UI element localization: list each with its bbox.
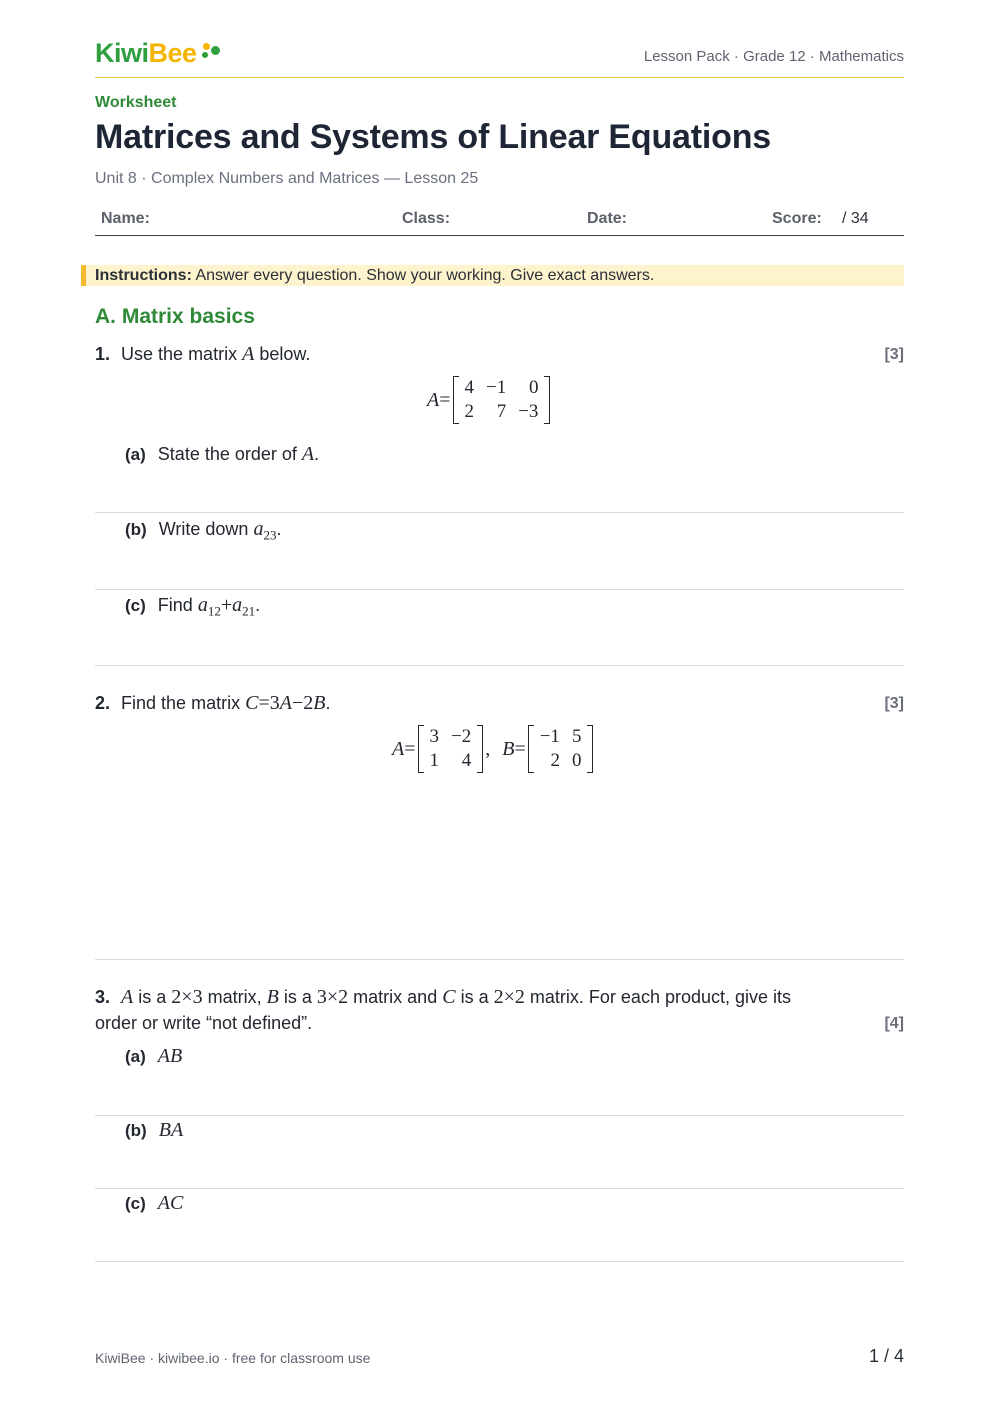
math-var: B (266, 986, 279, 1008)
question-number: 3. (95, 987, 111, 1007)
math-var: A (121, 986, 134, 1008)
section-a-title: A. Matrix basics (95, 305, 255, 328)
part-label: (c) (125, 596, 146, 615)
math-var: C (245, 692, 259, 714)
math-var: a (253, 518, 264, 540)
instructions-box (81, 265, 904, 286)
question-1a (125, 443, 319, 466)
question-2 (95, 690, 330, 716)
question-text: Use the matrix (121, 344, 238, 364)
marks-q3: [4] (884, 1015, 904, 1032)
matrix-a (418, 725, 484, 773)
punctuation: . (325, 693, 331, 713)
question-1 (95, 341, 310, 367)
page-subtitle: Unit 8 · Complex Numbers and Matrices — Lesson 25 (95, 170, 479, 187)
header-meta: Lesson Pack · Grade 12 · Mathematics (643, 48, 904, 65)
date-label: Date: (587, 210, 628, 227)
matrix-cell: −3 (518, 401, 539, 422)
punctuation: . (276, 519, 282, 539)
header-divider (95, 77, 904, 78)
kiwibee-logo (95, 38, 197, 69)
question-text: is a (138, 987, 167, 1007)
matrix-cell: 4 (464, 377, 474, 398)
punctuation: . (314, 444, 320, 464)
math-expression: BA (158, 1119, 184, 1141)
question-text: below. (259, 344, 311, 364)
name-label: Name: (101, 210, 150, 227)
logo-bee-text: Bee (148, 38, 197, 68)
question-text: matrix. For each product, give its (529, 987, 792, 1007)
question-text: is a (460, 987, 489, 1007)
question-number: 2. (95, 693, 111, 713)
matrix-cell: 0 (571, 750, 582, 771)
math-subscript: 12 (207, 603, 221, 619)
footer-credit: KiwiBee · kiwibee.io · free for classroom use (95, 1350, 371, 1366)
answer-line[interactable] (95, 665, 904, 666)
math-var: C (442, 986, 456, 1008)
question-3c (125, 1192, 183, 1215)
part-text: State the order of (157, 444, 297, 464)
answer-line[interactable] (95, 1261, 904, 1262)
logo-kiwi-text: Kiwi (95, 38, 149, 68)
math-dimension: 3×2 (316, 986, 349, 1008)
math-var: A (242, 343, 255, 365)
question-text: Find the matrix (121, 693, 241, 713)
instructions-label: Instructions: (95, 267, 192, 284)
worksheet-kicker: Worksheet (95, 94, 177, 111)
question-text: matrix, (207, 987, 262, 1007)
question-text: order or write “not defined”. (95, 1013, 313, 1033)
math-var: a (197, 594, 208, 616)
question-1b (125, 518, 281, 544)
class-label: Class: (402, 210, 451, 227)
matrix-cell: 0 (528, 377, 539, 398)
matrix-name: B (502, 737, 515, 760)
worksheet-page (95, 0, 904, 1413)
question-number: 1. (95, 344, 111, 364)
question-3 (95, 984, 885, 1036)
math-subscript: 23 (263, 527, 277, 543)
answer-line[interactable] (95, 512, 904, 513)
part-label: (c) (125, 1194, 146, 1213)
math-text: =3 (258, 692, 280, 714)
answer-line[interactable] (95, 1188, 904, 1189)
math-var: A (301, 443, 315, 465)
question-3b (125, 1119, 183, 1142)
matrix-cell: −1 (486, 377, 507, 398)
bee-logo-icon (201, 43, 225, 63)
math-var: A (279, 692, 292, 714)
instructions-text: Answer every question. Show your working. Give exact answers. (195, 267, 655, 284)
matrix-cell: −1 (539, 726, 560, 747)
matrix-cell: 2 (550, 750, 560, 771)
answer-line[interactable] (95, 1115, 904, 1116)
page-title: Matrices and Systems of Linear Equations (95, 118, 771, 156)
score-label: Score: (772, 210, 822, 227)
marks-q2: [3] (884, 695, 904, 712)
part-text: Find (157, 595, 193, 615)
math-expression: AB (157, 1045, 183, 1067)
matrix-cell: 7 (496, 401, 507, 422)
matrix-cell: 2 (464, 401, 474, 422)
matrix-name: A (392, 737, 405, 760)
math-var: B (313, 692, 326, 714)
page-number: 1 / 4 (868, 1346, 904, 1366)
student-info-row (95, 208, 904, 236)
math-dimension: 2×2 (493, 986, 525, 1008)
matrix-name: A (427, 388, 440, 411)
matrices-equation-q2: A = 3 −2 1 4 , B = −1 5 2 0 (392, 725, 595, 773)
answer-line[interactable] (95, 589, 904, 590)
math-var: a (232, 594, 243, 616)
part-label: (a) (125, 445, 146, 464)
math-subscript: 21 (242, 603, 256, 619)
matrix-a-equation-q1: A = 4 −1 0 2 7 −3 (427, 376, 552, 424)
matrix-cell: −2 (451, 726, 472, 747)
answer-area[interactable] (95, 959, 904, 960)
math-dimension: 2×3 (171, 986, 203, 1008)
matrix-a (453, 376, 551, 424)
matrix-cell: 3 (429, 726, 439, 747)
score-total: / 34 (842, 210, 869, 227)
matrix-b (528, 725, 594, 773)
matrix-cell: 5 (571, 726, 582, 747)
matrix-cell: 1 (429, 750, 439, 771)
part-text: Write down (158, 519, 249, 539)
punctuation: . (255, 595, 261, 615)
question-text: is a (283, 987, 312, 1007)
part-label: (a) (125, 1047, 146, 1066)
part-label: (b) (125, 1121, 147, 1140)
math-expression (245, 693, 325, 713)
question-1c (125, 594, 260, 620)
question-text: matrix and (353, 987, 438, 1007)
math-expression: AC (157, 1192, 184, 1214)
matrix-cell: 4 (461, 750, 472, 771)
question-3a (125, 1045, 182, 1068)
math-operator: + (220, 594, 233, 616)
part-label: (b) (125, 520, 147, 539)
math-text: −2 (291, 692, 314, 714)
marks-q1: [3] (884, 346, 904, 363)
